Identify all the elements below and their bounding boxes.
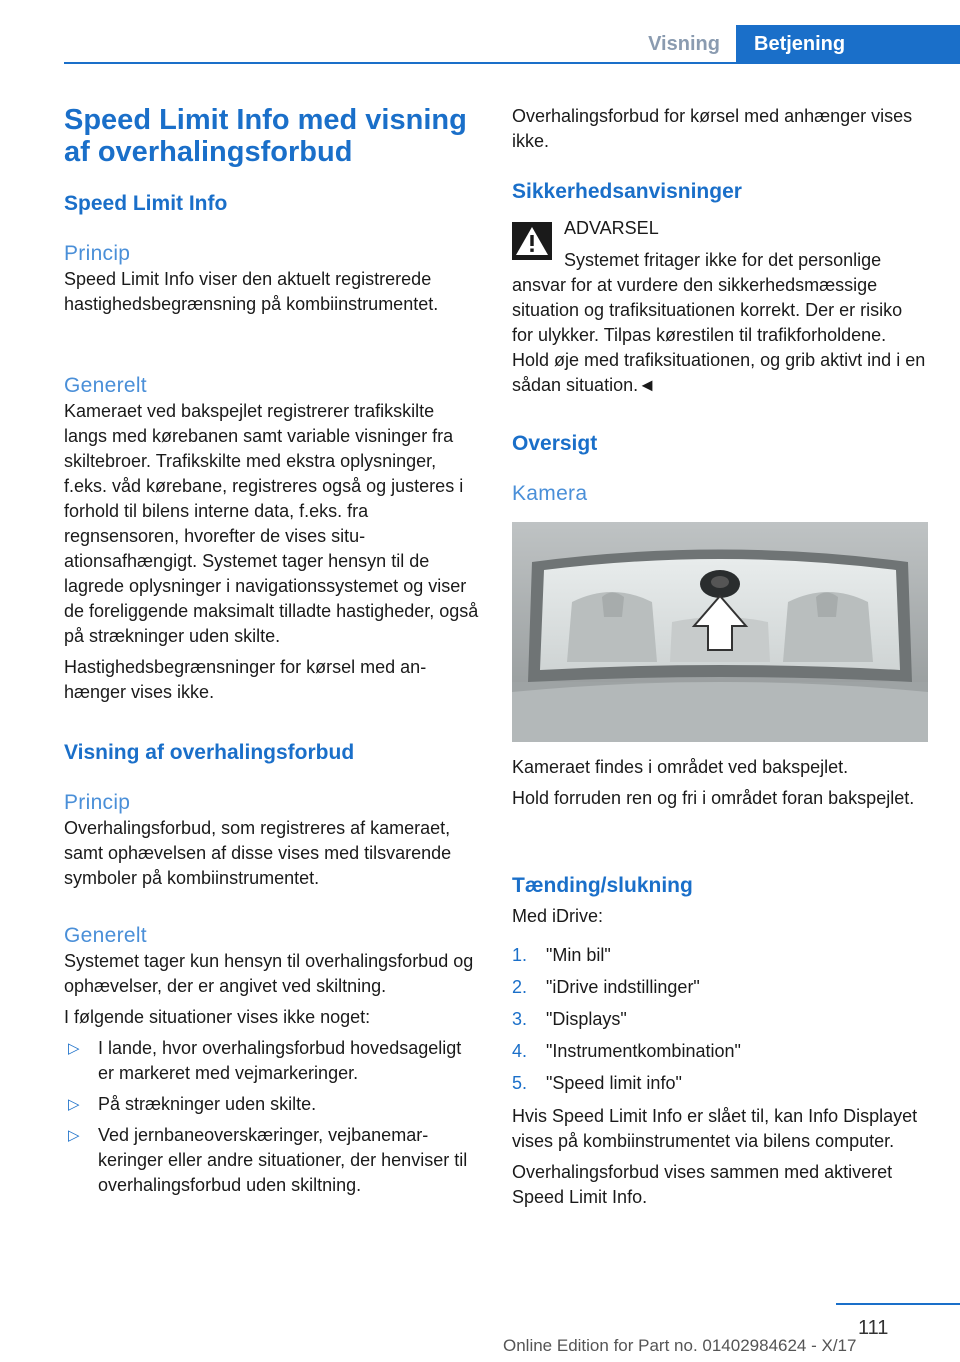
list-item: 5. "Speed limit info" bbox=[512, 1073, 682, 1093]
warning-block bbox=[512, 216, 928, 273]
tab-visning[interactable]: Visning bbox=[648, 33, 720, 55]
warning-triangle-icon bbox=[512, 222, 552, 260]
list-item: ▷ I lande, hvor overhalingsforbud hovedsageligt er markeret med vejmarkeringer. bbox=[68, 1038, 462, 1083]
paragraph-princip: Speed Limit Info viser den aktuelt registrerede hastighedsbegrænsning på kombiinstrumentet. bbox=[64, 269, 439, 314]
tab-betjening[interactable]: Betjening bbox=[736, 25, 960, 64]
triangle-bullet-icon: ▷ bbox=[68, 1096, 80, 1113]
list-item: ▷ Ved jernbaneoverskæringer, vejbanemarkeringer eller andre situationer, der henviser til overhalingsforbud uden skiltning. bbox=[68, 1125, 468, 1195]
edition-note: Online Edition for Part no. 01402984624 - X/17 bbox=[503, 1336, 857, 1355]
triangle-bullet-icon: ▷ bbox=[68, 1040, 80, 1057]
heading-kamera: Kamera bbox=[512, 482, 588, 505]
paragraph-anhaenger: Hastighedsbegrænsninger for kørsel med anhænger vises ikke. bbox=[64, 657, 427, 702]
paragraph-generelt: Kameraet ved bakspejlet registrerer trafikskilte langs med kørebanen samt variable visninger fra skiltebroer. Trafikskilte med ekstra oplysninger, f.eks. våd kørebane, registreres også og justeres i forhold til bilens interne data, f.eks. fra regnsensoren, hvorefter de vises situationsafhængigt. Systemet tager hensyn til de lagrede oplysninger i navigationssystemet og viser de foreliggende maksimalt tilladte hastigheder, også på strækninger uden skilte. bbox=[64, 401, 479, 646]
camera-location-photo bbox=[512, 522, 928, 742]
heading-sikkerhedsanvisninger: Sikkerhedsanvisninger bbox=[512, 180, 742, 203]
paragraph-overhaling-aktiv: Overhalingsforbud vises sammen med aktiveret Speed Limit Info. bbox=[512, 1162, 893, 1207]
heading-oversigt: Oversigt bbox=[512, 432, 598, 455]
warning-title: ADVARSEL bbox=[564, 218, 659, 238]
page-number: 111 bbox=[858, 1317, 889, 1339]
paragraph-forrude: Hold forruden ren og fri i området foran bakspejlet. bbox=[512, 788, 915, 808]
heading-generelt: Generelt bbox=[64, 374, 147, 397]
paragraph-generelt-2: Systemet tager kun hensyn til overhalingsforbud og ophævelser, der er angivet ved skiltning. bbox=[64, 951, 474, 996]
heading-visning-overhalingsforbud: Visning af overhalingsforbud bbox=[64, 741, 355, 764]
heading-generelt-2: Generelt bbox=[64, 924, 147, 947]
list-item: ▷ På strækninger uden skilte. bbox=[64, 1092, 480, 1117]
list-item: 3. "Displays" bbox=[512, 1009, 627, 1029]
list-item: 1. "Min bil" bbox=[512, 945, 611, 965]
heading-princip-2: Princip bbox=[64, 791, 131, 814]
heading-princip: Princip bbox=[64, 242, 131, 265]
paragraph-med-idrive: Med iDrive: bbox=[512, 906, 604, 926]
paragraph-info-display: Hvis Speed Limit Info er slået til, kan Info Displayet vises på kombiinstrumentet via bilens computer. bbox=[512, 1106, 918, 1151]
paragraph-anhaenger-overhaling: Overhalingsforbud for kørsel med anhænger vises ikke. bbox=[512, 106, 913, 151]
header-rule bbox=[64, 62, 960, 64]
page-title: Speed Limit Info med visning af overhalingsforbud bbox=[64, 104, 467, 168]
heading-taending-slukning: Tænding/slukning bbox=[512, 874, 693, 897]
paragraph-kamera-position: Kameraet findes i området ved bakspejlet. bbox=[512, 757, 849, 777]
warning-body: ansvar for at vurdere den sikkerhedsmæssige situation og trafiksituationen korrekt. Der er risiko for ulykker. Tilpas kørestilen til trafikforholdene. Hold øje med trafiksituationen, og grib aktivt ind i en sådan situation.◄ bbox=[512, 275, 926, 395]
paragraph-situationer: I følgende situationer vises ikke noget: bbox=[64, 1007, 371, 1027]
warning-body-first: Systemet fritager ikke for det personlige bbox=[564, 250, 882, 270]
triangle-bullet-icon: ▷ bbox=[68, 1127, 80, 1144]
list-item: 4. "Instrumentkombination" bbox=[512, 1041, 741, 1061]
list-item: 2. "iDrive indstillinger" bbox=[512, 977, 700, 997]
bullet-list bbox=[64, 1036, 480, 1198]
footer-rule bbox=[836, 1303, 960, 1305]
heading-speed-limit-info: Speed Limit Info bbox=[64, 192, 228, 215]
steps-list bbox=[512, 943, 928, 1096]
paragraph-princip-2: Overhalingsforbud, som registreres af kameraet, samt ophævelsen af disse vises med tilsvarende symboler på kombiinstrumentet. bbox=[64, 818, 452, 888]
